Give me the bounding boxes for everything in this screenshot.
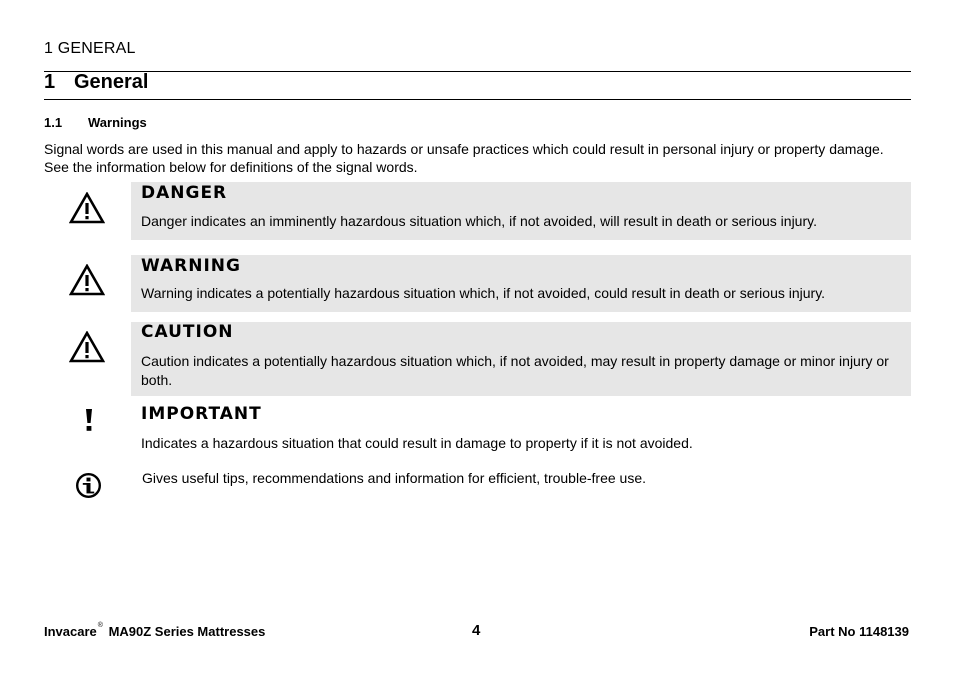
warning-box <box>131 255 911 312</box>
exclamation-icon <box>82 408 96 432</box>
info-description: Gives useful tips, recommendations and information for efficient, trouble-free use. <box>142 470 646 486</box>
header-rule-top <box>44 71 911 72</box>
chapter-title: General <box>74 71 149 93</box>
important-description: Indicates a hazardous situation that could result in damage to property if it is not avoided. <box>141 435 693 451</box>
important-box <box>131 403 911 459</box>
warning-signal-word: WARNING <box>141 256 241 276</box>
warning-description: Warning indicates a potentially hazardous situation which, if not avoided, could result in death or serious injury. <box>141 285 826 301</box>
warning-triangle-icon <box>69 264 105 296</box>
caution-description: Caution indicates a potentially hazardous situation which, if not avoided, may result in property damage or minor injury or both. <box>141 353 889 388</box>
caution-warning-triangle-icon <box>69 331 105 363</box>
danger-signal-word: DANGER <box>141 183 228 203</box>
running-header: 1 GENERAL <box>44 40 136 57</box>
section-number: 1.1 <box>44 115 63 130</box>
info-box <box>131 468 911 494</box>
intro-line-2: See the information below for definitions of the signal words. <box>44 159 418 175</box>
page-number: 4 <box>472 622 481 639</box>
registered-mark: ® <box>97 622 103 629</box>
footer-product <box>44 624 265 639</box>
danger-description: Danger indicates an imminently hazardous situation which, if not avoided, will result in death or serious injury. <box>141 213 817 229</box>
chapter-number: 1 <box>44 71 56 93</box>
danger-box <box>131 182 911 240</box>
footer-product-name: MA90Z Series Mattresses <box>108 624 266 639</box>
part-number: Part No 1148139 <box>809 624 909 639</box>
chapter-heading <box>44 71 148 94</box>
important-signal-word: IMPORTANT <box>141 404 262 424</box>
caution-signal-word: CAUTION <box>141 322 234 342</box>
header-rule-bottom <box>44 99 911 100</box>
danger-warning-triangle-icon <box>69 192 105 224</box>
info-icon <box>75 472 102 499</box>
intro-paragraph <box>44 140 924 176</box>
intro-line-1: Signal words are used in this manual and apply to hazards or unsafe practices which could result in personal injury or property damage. <box>44 141 884 157</box>
caution-box <box>131 322 911 396</box>
footer-brand: Invacare <box>44 624 97 639</box>
section-heading <box>44 115 147 130</box>
section-title: Warnings <box>88 115 147 130</box>
